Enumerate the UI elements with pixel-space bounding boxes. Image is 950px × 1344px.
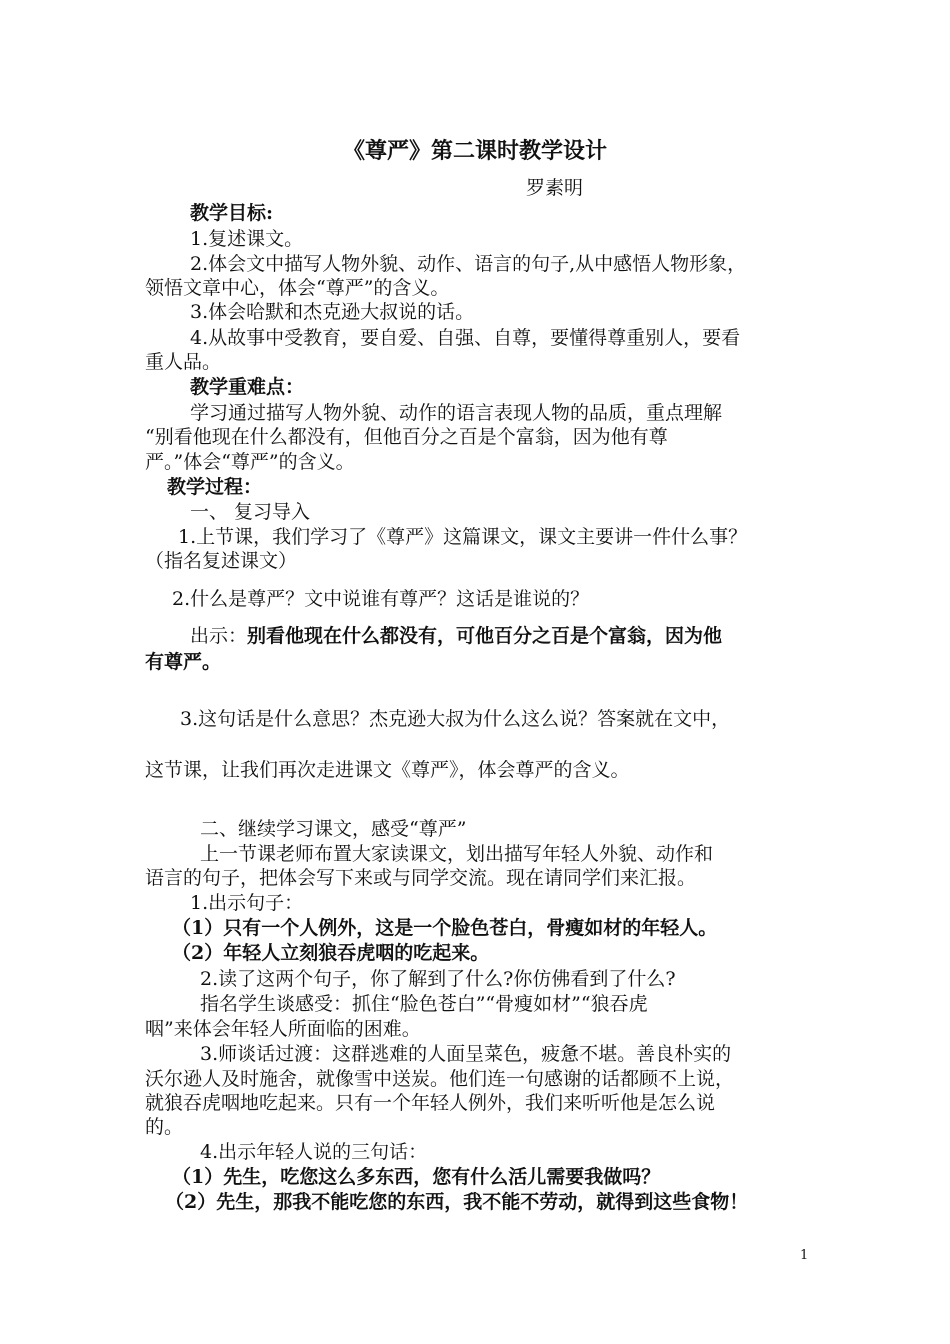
review-question-3-cont: 这节课，让我们再次走进课文《尊严》，体会尊严的含义。 (145, 759, 630, 781)
teacher-transition-cont-3: 的。 (145, 1116, 184, 1138)
goal-3: 3.体会哈默和杰克逊大叔说的话。 (190, 301, 475, 323)
section-heading-keypoints: 教学重难点： (190, 376, 305, 398)
keypoints-text-cont-2: 严。”体会“尊严”的含义。 (145, 451, 355, 473)
page-number: 1 (800, 1248, 809, 1263)
part-2-intro-cont: 语言的句子，把体会写下来或与同学交流。现在请同学们来汇报。 (145, 867, 697, 889)
quote-label: 出示： (190, 625, 248, 647)
teacher-transition: 3.师谈话过渡：这群逃难的人面呈菜色，疲惫不堪。善良朴实的 (200, 1043, 732, 1065)
quote-intro (190, 624, 870, 648)
teacher-transition-cont-1: 沃尔逊人及时施舍，就像雪中送炭。他们连一句感谢的话都顾不上说， (145, 1068, 735, 1090)
review-question-1-note: （指名复述课文） (145, 550, 298, 572)
review-question-2: 2.什么是尊严？文中说谁有尊严？这话是谁说的？ (172, 588, 590, 610)
part-1-heading: 一、 复习导入 (190, 501, 311, 523)
document-title: 《尊严》第二课时教学设计 (342, 138, 607, 164)
teacher-transition-cont-2: 就狼吞虎咽地吃起来。只有一个年轻人例外，我们来听听他是怎么说 (145, 1092, 716, 1114)
goal-2: 2.体会文中描写人物外貌、动作、语言的句子,从中感悟人物形象， (190, 253, 747, 275)
goal-2-cont: 领悟文章中心，体会“尊严”的含义。 (145, 277, 450, 299)
show-sentences: 1.出示句子： (190, 892, 304, 914)
review-question-3: 3.这句话是什么意思？杰克逊大叔为什么这么说？答案就在文中， (180, 708, 731, 730)
part-2-intro: 上一节课老师布置大家读课文，划出描写年轻人外貌、动作和 (200, 843, 714, 865)
young-man-sentence-2: （2）先生，那我不能吃您的东西，我不能不劳动，就得到这些食物！ (165, 1191, 749, 1213)
section-heading-process: 教学过程： (167, 476, 263, 498)
student-feelings: 指名学生谈感受：抓住“脸色苍白”“骨瘦如材”“狼吞虎 (200, 993, 648, 1015)
sentence-2: （2）年轻人立刻狼吞虎咽的吃起来。 (172, 942, 490, 964)
goal-1: 1.复述课文。 (190, 228, 304, 250)
sentence-1: （1）只有一个人例外，这是一个脸色苍白，骨瘦如材的年轻人。 (172, 917, 718, 939)
keypoints-text-cont-1: “别看他现在什么都没有，但他百分之百是个富翁，因为他有尊 (145, 426, 668, 448)
quote-text-cont: 有尊严。 (145, 651, 222, 673)
show-three-sentences: 4.出示年轻人说的三句话： (200, 1141, 428, 1163)
section-heading-goals: 教学目标: (190, 202, 274, 224)
student-feelings-cont: 咽”来体会年轻人所面临的困难。 (145, 1018, 421, 1040)
goal-4-cont: 重人品。 (145, 351, 222, 373)
part-2-heading: 二、继续学习课文，感受“尊严” (200, 818, 467, 840)
document-author: 罗素明 (526, 177, 584, 199)
keypoints-text: 学习通过描写人物外貌、动作的语言表现人物的品质，重点理解 (190, 402, 723, 424)
reading-question: 2.读了这两个句子，你了解到了什么?你仿佛看到了什么? (200, 968, 676, 990)
goal-4: 4.从故事中受教育，要自爱、自强、自尊，要懂得尊重别人，要看 (190, 327, 741, 349)
review-question-1: 1.上节课，我们学习了《尊严》这篇课文，课文主要讲一件什么事？ (178, 526, 748, 548)
young-man-sentence-1: （1）先生，吃您这么多东西，您有什么活儿需要我做吗？ (172, 1166, 661, 1188)
quote-text: 别看他现在什么都没有，可他百分之百是个富翁，因为他 (247, 625, 723, 647)
